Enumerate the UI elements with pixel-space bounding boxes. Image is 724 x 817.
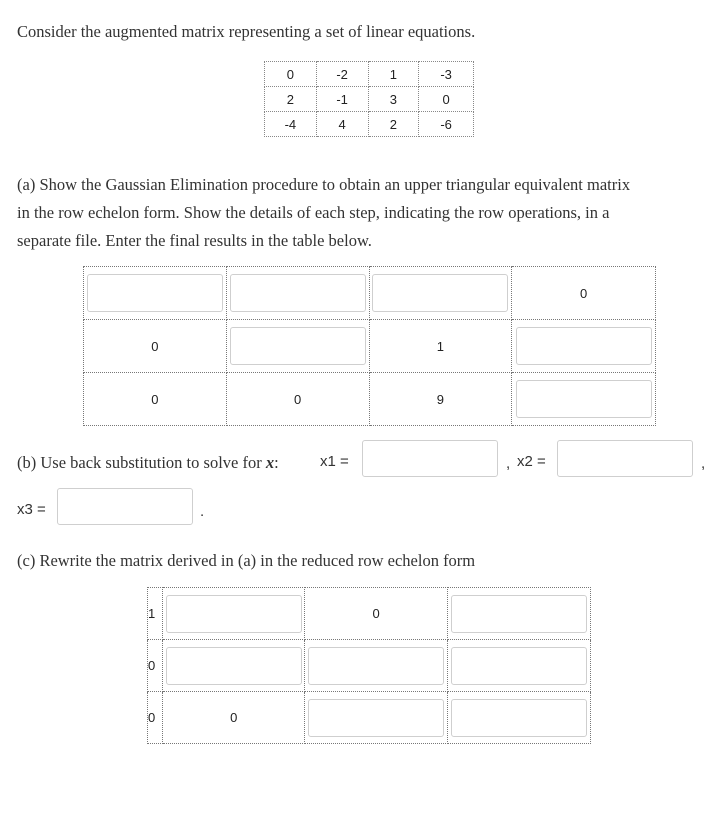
part-b-prefix: (b) Use back substitution to solve for <box>17 453 266 472</box>
reduced-cell <box>305 640 447 692</box>
reduced-r2c2-input[interactable] <box>166 647 302 685</box>
reduced-r2c4-input[interactable] <box>451 647 587 685</box>
echelon-cell <box>512 373 656 426</box>
given-matrix <box>264 61 474 137</box>
given-cell: -3 <box>419 62 474 87</box>
given-cell: -1 <box>316 87 368 112</box>
reduced-r1c4-input[interactable] <box>451 595 587 633</box>
echelon-r1c1-input[interactable] <box>87 274 223 312</box>
x2-separator: , <box>701 455 706 472</box>
reduced-cell: 0 <box>163 692 305 744</box>
reduced-cell <box>447 640 590 692</box>
echelon-r3c4-input[interactable] <box>516 380 652 418</box>
echelon-cell <box>369 267 512 320</box>
echelon-cell: 0 <box>226 373 369 426</box>
reduced-cell <box>447 588 590 640</box>
echelon-r2c2-input[interactable] <box>230 327 366 365</box>
x2-input[interactable] <box>557 440 693 477</box>
given-cell: -4 <box>265 112 317 137</box>
given-cell: 1 <box>368 62 419 87</box>
x2-label: x2 = <box>517 453 546 470</box>
given-cell: -2 <box>316 62 368 87</box>
part-b-text <box>17 453 279 473</box>
x3-label: x3 = <box>17 501 46 518</box>
echelon-cell <box>226 320 369 373</box>
row-echelon-table <box>83 266 656 426</box>
reduced-cell <box>163 640 305 692</box>
x3-input[interactable] <box>57 488 193 525</box>
given-cell: 2 <box>265 87 317 112</box>
echelon-cell <box>226 267 369 320</box>
echelon-r1c3-input[interactable] <box>372 274 508 312</box>
echelon-cell: 0 <box>512 267 656 320</box>
given-cell: 4 <box>316 112 368 137</box>
reduced-row <box>148 692 591 744</box>
echelon-r1c2-input[interactable] <box>230 274 366 312</box>
echelon-row <box>84 373 656 426</box>
echelon-row <box>84 267 656 320</box>
echelon-cell: 9 <box>369 373 512 426</box>
given-row <box>265 87 474 112</box>
echelon-cell: 1 <box>369 320 512 373</box>
x3-end: . <box>200 503 205 520</box>
reduced-echelon-table <box>147 587 591 744</box>
reduced-r3c4-input[interactable] <box>451 699 587 737</box>
echelon-cell: 0 <box>84 373 227 426</box>
reduced-row <box>148 588 591 640</box>
echelon-cell <box>84 267 227 320</box>
given-cell: 3 <box>368 87 419 112</box>
given-row <box>265 112 474 137</box>
echelon-cell: 0 <box>84 320 227 373</box>
reduced-cell: 0 <box>148 640 163 692</box>
part-a-line2: in the row echelon form. Show the details of each step, indicating the row operations, in a <box>17 203 610 222</box>
part-b-colon: : <box>274 453 279 472</box>
x1-input[interactable] <box>362 440 498 477</box>
part-b-var: x <box>265 453 275 472</box>
given-cell: 2 <box>368 112 419 137</box>
reduced-cell <box>447 692 590 744</box>
intro-text: Consider the augmented matrix representing a set of linear equations. <box>17 22 476 41</box>
reduced-cell: 0 <box>305 588 447 640</box>
reduced-cell <box>163 588 305 640</box>
reduced-cell: 0 <box>148 692 163 744</box>
echelon-r2c4-input[interactable] <box>516 327 652 365</box>
echelon-cell <box>512 320 656 373</box>
given-cell: -6 <box>419 112 474 137</box>
given-cell: 0 <box>265 62 317 87</box>
part-a-line3: separate file. Enter the final results in the table below. <box>17 231 372 250</box>
reduced-r2c3-input[interactable] <box>308 647 444 685</box>
part-a-line1: (a) Show the Gaussian Elimination procedure to obtain an upper triangular equivalent matrix <box>17 175 631 194</box>
reduced-row <box>148 640 591 692</box>
reduced-r1c2-input[interactable] <box>166 595 302 633</box>
given-row <box>265 62 474 87</box>
part-c-text: (c) Rewrite the matrix derived in (a) in the reduced row echelon form <box>17 551 476 570</box>
x1-separator: , <box>506 455 511 472</box>
reduced-cell <box>305 692 447 744</box>
given-cell: 0 <box>419 87 474 112</box>
echelon-row <box>84 320 656 373</box>
x1-label: x1 = <box>320 453 349 470</box>
reduced-cell: 1 <box>148 588 163 640</box>
reduced-r3c3-input[interactable] <box>308 699 444 737</box>
